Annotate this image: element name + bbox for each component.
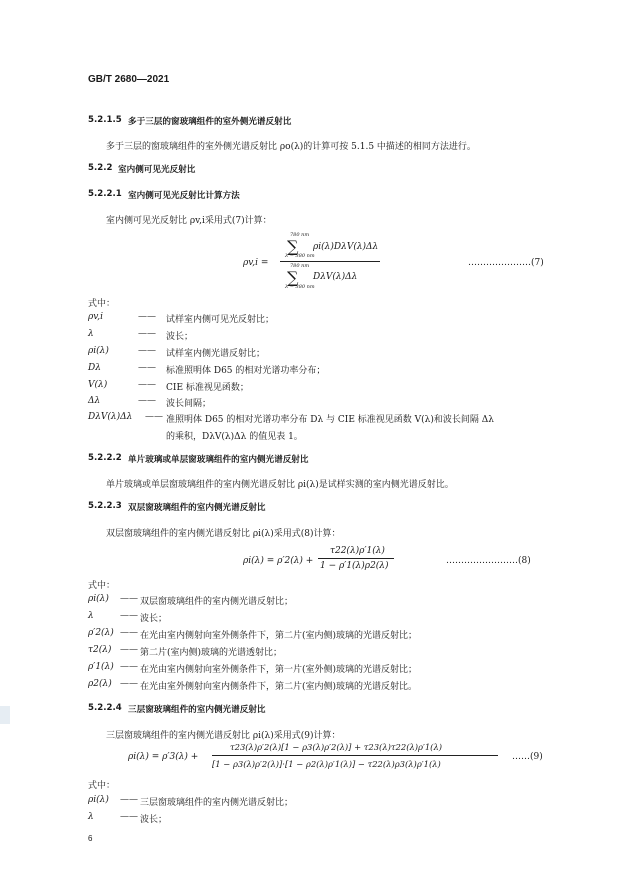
fraction-numerator: τ22(λ)ρ′1(λ) (330, 546, 385, 556)
section-number: 5.2.2.1 (88, 189, 122, 199)
def-text: 在光由室内侧射向室外侧条件下，第二片(室内侧)玻璃的光谱反射比； (140, 631, 418, 641)
paragraph: 单片玻璃或单层窗玻璃组件的室内侧光谱反射比 ρi(λ)是试样实测的室内侧光谱反射比。 (106, 480, 454, 490)
section-heading: 室内侧可见光反射比计算方法 (128, 191, 240, 201)
def-symbol: Dλ (88, 363, 101, 373)
fraction-numerator: ρi(λ)DλV(λ)Δλ (313, 242, 379, 252)
fraction-numerator: τ23(λ)ρ′2(λ)[1 − ρ3(λ)ρ′2(λ)] + τ23(λ)τ22(λ)ρ′1(λ) (230, 742, 443, 752)
def-text: 在光由室外侧射向室内侧条件下，第二片(室内侧)玻璃的光谱反射比。 (140, 682, 418, 692)
def-symbol: λ (88, 329, 94, 339)
def-dash: —— (138, 380, 156, 390)
def-dash: —— (120, 679, 138, 689)
fraction-denominator: [1 − ρ3(λ)ρ′2(λ)]·[1 − ρ2(λ)ρ′1(λ)] − τ22(λ)ρ3(λ)ρ′1(λ) (212, 759, 441, 769)
def-dash: —— (138, 396, 156, 406)
def-text: 试样室内侧可见光反射比； (166, 315, 275, 325)
fraction-bar (212, 755, 498, 756)
def-symbol: DλV(λ)Δλ (88, 412, 133, 422)
def-dash: —— (138, 329, 156, 339)
def-text: 标准照明体 D65 的相对光谱功率分布； (166, 366, 326, 376)
fraction-bar (318, 558, 394, 559)
def-dash: —— (120, 662, 138, 672)
def-text: 试样室内侧光谱反射比； (166, 349, 266, 359)
equation-lhs: ρv,i = (243, 258, 269, 268)
equation-tag: …………………(7) (468, 258, 544, 268)
section-heading: 双层窗玻璃组件的室内侧光谱反射比 (128, 503, 266, 513)
margin-mark (0, 706, 10, 724)
paragraph: 多于三层的窗玻璃组件的室外侧光谱反射比 ρo(λ)的计算可按 5.1.5 中描述的相同方法进行。 (106, 142, 476, 152)
def-text: 第二片(室内侧)玻璃的光谱透射比； (140, 648, 283, 658)
fraction-denominator: 1 − ρ′1(λ)ρ2(λ) (320, 561, 389, 571)
paragraph: 室内侧可见光反射比 ρv,i采用式(7)计算： (106, 216, 272, 226)
def-dash: —— (120, 812, 138, 822)
def-text: 波长； (140, 815, 168, 825)
def-dash: —— (138, 363, 156, 373)
def-symbol: ρ′1(λ) (88, 662, 114, 672)
sum-upper-limit: 780 nm (290, 232, 310, 238)
def-dash: —— (120, 594, 138, 604)
def-symbol: ρi(λ) (88, 594, 109, 604)
fraction-bar (280, 261, 380, 262)
equation-tag: ……………………(8) (446, 556, 531, 566)
def-symbol: ρi(λ) (88, 346, 109, 356)
def-symbol: λ (88, 812, 94, 822)
equation-lhs: ρi(λ) = ρ′3(λ) + (128, 752, 199, 762)
section-heading: 单片玻璃或单层窗玻璃组件的室内侧光谱反射比 (128, 455, 309, 465)
def-dash: —— (138, 312, 156, 322)
section-number: 5.2.2.3 (88, 501, 122, 511)
def-text: CIE 标准视见函数； (166, 383, 249, 393)
def-dash: —— (138, 346, 156, 356)
where-label: 式中： (88, 781, 116, 791)
section-number: 5.2.1.5 (88, 115, 122, 125)
def-text-continued: 的乘积，DλV(λ)Δλ 的值见表 1。 (166, 432, 303, 442)
def-symbol: τ2(λ) (88, 645, 112, 655)
sum-symbol: ∑ (287, 268, 299, 287)
def-dash: —— (120, 795, 138, 805)
sum-lower-limit: λ = 380 nm (285, 284, 315, 290)
sum-upper-limit: 780 nm (290, 263, 310, 269)
def-symbol: λ (88, 611, 94, 621)
equation-tag: ……(9) (512, 752, 543, 762)
def-dash: —— (120, 628, 138, 638)
def-symbol: ρ′2(λ) (88, 628, 114, 638)
def-symbol: ρi(λ) (88, 795, 109, 805)
def-symbol: ρ2(λ) (88, 679, 112, 689)
def-dash: —— (145, 412, 163, 422)
section-heading: 三层窗玻璃组件的室内侧光谱反射比 (128, 705, 266, 715)
section-number: 5.2.2.2 (88, 453, 122, 463)
page-number: 6 (88, 834, 93, 843)
section-number: 5.2.2 (88, 163, 113, 173)
def-dash: —— (120, 645, 138, 655)
standard-number: GB/T 2680—2021 (88, 74, 170, 85)
section-number: 5.2.2.4 (88, 703, 122, 713)
paragraph: 三层窗玻璃组件的室内侧光谱反射比 ρi(λ)采用式(9)计算： (106, 731, 341, 741)
fraction-denominator: DλV(λ)Δλ (313, 272, 358, 282)
where-label: 式中： (88, 299, 116, 309)
def-text: 波长； (166, 332, 194, 342)
def-symbol: Δλ (88, 396, 101, 406)
def-symbol: V(λ) (88, 380, 108, 390)
def-symbol: ρv,i (88, 312, 104, 322)
def-text: 波长间隔； (166, 399, 212, 409)
def-text: 波长； (140, 614, 168, 624)
def-text: 三层窗玻璃组件的室内侧光谱反射比； (140, 798, 294, 808)
def-text: 准照明体 D65 的相对光谱功率分布 Dλ 与 CIE 标准视见函数 V(λ)和波长间隔 Δλ (166, 415, 494, 425)
def-dash: —— (120, 611, 138, 621)
sum-lower-limit: λ = 380 nm (285, 253, 315, 259)
sum-symbol: ∑ (287, 237, 299, 256)
where-label: 式中： (88, 581, 116, 591)
def-text: 双层窗玻璃组件的室内侧光谱反射比； (140, 597, 294, 607)
equation-lhs: ρi(λ) = ρ′2(λ) + (243, 556, 314, 566)
def-text: 在光由室内侧射向室外侧条件下，第一片(室外侧)玻璃的光谱反射比； (140, 665, 418, 675)
section-heading: 多于三层的窗玻璃组件的室外侧光谱反射比 (128, 117, 292, 127)
section-heading: 室内侧可见光反射比 (118, 165, 196, 175)
paragraph: 双层窗玻璃组件的室内侧光谱反射比 ρi(λ)采用式(8)计算： (106, 529, 341, 539)
